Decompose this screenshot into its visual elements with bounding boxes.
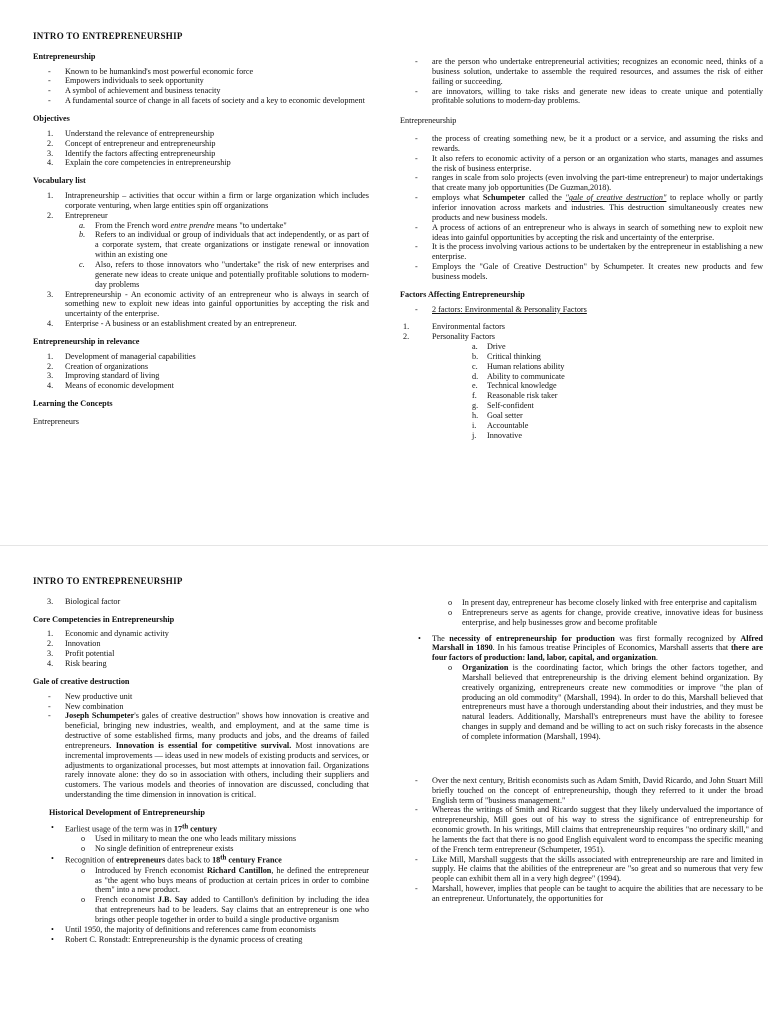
entrepreneurship-definition-list (400, 134, 763, 282)
list-item: • Recognition of entrepreneurs dates back to 18th century France (51, 854, 282, 865)
list-item: o In present day, entrepreneur has become closely linked with free enterprise and capitalism (448, 598, 757, 607)
list-item: 4. Risk bearing (47, 659, 107, 669)
relevance-list (33, 352, 369, 391)
list-item: 1. Understand the relevance of entrepreneurship (47, 128, 215, 138)
section-heading-vocabulary: Vocabulary list (33, 176, 86, 186)
list-item: i. Accountable (472, 420, 529, 430)
list-item: 1. Intrapreneurship – activities that occur within a firm or large organization which includes corporate venturing, when large entities spin off organizations (47, 191, 369, 210)
section-heading-gale: Gale of creative destruction (33, 676, 130, 686)
list-item: - ranges in scale from solo projects (even involving the part-time entrepreneur) to major undertakings that create many job opportunities (De Guzman,2018). (415, 173, 763, 193)
list-item: - are innovators, willing to take risks and generate new ideas to create unique and potentially profitable solutions to modern-day problems. (415, 86, 763, 106)
list-item: - Over the next century, British economists such as Adam Smith, David Ricardo, and John Stuart Mill briefly touched on the concept of entrepreneurship, though they referred to it under the broad English term of "business management." (415, 775, 763, 805)
gale-list (33, 692, 369, 800)
list-item: - It also refers to economic activity of a person or an organization who starts, manages and assumes the risk of business enterprise. (415, 153, 763, 173)
present-day-list (400, 598, 763, 628)
entrepreneurship-list (33, 67, 369, 106)
list-item: o Introduced by French economist Richard Cantillon, he defined the entrepreneur as "the agent who buys means of production at certain prices in order to combine them" into a new product. (81, 865, 369, 895)
list-item: b. Critical thinking (472, 351, 541, 361)
personality-factors-list (400, 342, 763, 440)
list-item: 3. Improving standard of living (47, 371, 160, 381)
list-item: o French economist J.B. Say added to Cantillon's definition by including the idea that entrepreneurs had to be leaders. Say claims that an entrepreneur is one who brings other people together in order to build a single productive organism (81, 895, 369, 924)
list-item: b. Refers to an individual or group of individuals that act independently, or as part of a corporate system, that create organizations or instigate renewal or innovation within an existing one (79, 230, 369, 260)
page2-left-column (33, 576, 369, 950)
list-item: 2. Personality Factors (403, 332, 495, 342)
list-item: • The necessity of entrepreneurship for production was first formally recognized by Alfred Marshall in 1890. In his famous treatise Principles of Economics, Marshall asserts that there are four factors of production: land, labor, capital, and organization. (418, 633, 764, 663)
list-item: - New combination (48, 701, 124, 711)
vocabulary-list (33, 191, 369, 329)
list-item: 2. Entrepreneur (47, 210, 108, 220)
later-economists-list (400, 776, 763, 904)
section-heading-factors: Factors Affecting Entrepreneurship (400, 289, 525, 299)
list-item: o Entrepreneurs serve as agents for change, provide creative, innovative ideas for business enterprise, and help businesses grow and become profitable (448, 607, 763, 627)
section-heading-core-competencies: Core Competencies in Entrepreneurship (33, 614, 175, 624)
list-item: f. Reasonable risk taker (472, 391, 558, 401)
factors-list (400, 322, 763, 342)
marshall-list (400, 634, 763, 742)
list-item: - Empowers individuals to seek opportunity (48, 76, 204, 86)
list-item: 1. Development of managerial capabilities (47, 351, 196, 361)
objectives-list (33, 129, 369, 168)
list-item: - Marshall, however, implies that people can be taught to acquire the abilities that are necessary to be an entrepreneur. Unfortunately, the opportunities for (415, 884, 763, 903)
document-title: INTRO TO ENTREPRENEURSHIP (33, 576, 183, 586)
core-competencies-list (33, 629, 369, 668)
page2-right-column (400, 598, 763, 910)
list-item: - Known to be humankind's most powerful economic force (48, 66, 254, 76)
list-item: - A process of actions of an entrepreneur who is always in search of something new to exploit new ideas into gainful opportunities by accepting the risk and uncertainty of the enterprise. (415, 222, 763, 242)
list-item: - 2 factors: Environmental & Personality Factors (415, 304, 587, 314)
biological-list (33, 597, 369, 607)
list-item: - It is the process involving various actions to be undertaken by the entrepreneur in establishing a new enterprise. (415, 242, 763, 262)
list-item: 2. Creation of organizations (47, 361, 149, 371)
list-item: e. Technical knowledge (472, 381, 557, 391)
list-item: 3. Profit potential (47, 649, 115, 659)
list-item: o Organization is the coordinating factor, which brings the other factors together, and Marshall believed that entrepreneurship is the driving element behind organization. By creatively organizing, entrepreneurs create new commodities or improve "the plan of producing an old commodity" (Marshall, 1994). In order to do this, Marshall believed that entrepreneurs must have a thorough understanding about their industries, and they must be natural leaders. Additionally, Marshall's entrepreneurs must have the ability to foresee changes in supply and demand and be willing to act on such risky forecasts in the absence of complete information (Marshall, 1994). (448, 663, 763, 741)
list-item: j. Innovative (472, 430, 523, 440)
list-item: g. Self-confident (472, 401, 534, 411)
document-title: INTRO TO ENTREPRENEURSHIP (33, 31, 183, 41)
list-item: 2. Concept of entrepreneur and entrepreneurship (47, 138, 216, 148)
document-page-2 (0, 545, 768, 1025)
list-item: a. From the French word entre prendre means "to undertake" (79, 220, 287, 230)
list-item: h. Goal setter (472, 411, 523, 420)
list-item: a. Drive (472, 342, 506, 352)
list-item: 2. Innovation (47, 639, 101, 649)
list-item: • Earliest usage of the term was in 17th century (51, 822, 218, 834)
list-item: • Until 1950, the majority of definitions and references came from economists (51, 924, 316, 934)
page1-left-column (33, 31, 369, 431)
list-item: - the process of creating something new, be it a product or a service, and assuming the risks and rewards. (415, 134, 763, 153)
list-item: - New productive unit (48, 691, 133, 701)
list-item: 4. Explain the core competencies in entrepreneurship (47, 158, 231, 168)
section-heading-history: Historical Development of Entrepreneurship (49, 807, 205, 817)
list-item: 1. Economic and dynamic activity (47, 629, 169, 639)
entrepreneurship-label: Entrepreneurship (400, 116, 457, 126)
list-item: d. Ability to communicate (472, 371, 565, 381)
list-item: - A symbol of achievement and business tenacity (48, 86, 221, 96)
section-heading-entrepreneurship: Entrepreneurship (33, 51, 96, 61)
list-item: - are the person who undertake entrepreneurial activities; recognizes an economic need, thinks of a business solution, undertake to assemble the required resources, and assumes the risk of either failing or succeeding. (415, 57, 763, 86)
entrepreneurs-label: Entrepreneurs (33, 416, 79, 426)
list-item: 3. Biological factor (47, 596, 121, 606)
list-item: 1. Environmental factors (403, 322, 505, 332)
list-item: 4. Enterprise - A business or an establishment created by an entrepreneur. (47, 319, 297, 329)
list-item: c. Also, refers to those innovators who "undertake" the risk of new enterprises and generate new ideas to create unique and potentially profitable solutions to modern-day problems (79, 259, 369, 289)
list-item: - A fundamental source of change in all facets of society and a key to economic development (48, 96, 365, 106)
list-item: - Joseph Schumpeter's gales of creative destruction" shows how innovation is creative and beneficial, bringing new industries, wealth, and employment, and at the same time is destructive of some established firms, many products and jobs, and the dreams of failed entrepreneurs. Innovation is essential for competitive survival. Most innovations are incremental improvements — ideas used in new models of existing products and services, or adjustments to organizational processes, but most attempts at innovation fail. Organizations rarely innovate alone: they do so in association with others, including their suppliers and customers. The various models and theories of innovation are discussed, concluding that understanding the time dimension in innovation is critical. (48, 711, 369, 800)
entrepreneurs-definition-list (400, 57, 763, 106)
list-item: c. Human relations ability (472, 361, 565, 371)
page1-right-column (400, 57, 763, 447)
section-heading-learning: Learning the Concepts (33, 399, 113, 409)
list-item: o Used in military to mean the one who leads military missions (81, 834, 297, 844)
list-item: - Whereas the writings of Smith and Ricardo suggest that they likely undervalued the importance of entrepreneurship, Mill goes out of his way to stress the significance of entrepreneurship for economic growth. In his writings, Mill claims that entrepreneurship requires "no ordinary skill," and he laments the fact that there is no good English equivalent word to encompass the specific meaning of the French term entrepreneur (Schumpeter, 1951). (415, 805, 763, 854)
history-list (33, 823, 369, 945)
list-item: • Robert C. Ronstadt: Entrepreneurship is the dynamic process of creating (51, 934, 303, 944)
list-item: 3. Entrepreneurship - An economic activity of an entrepreneur who is always in search of something new to exploit new ideas into gainful opportunities by accepting the risk and uncertainty of the enterprise. (47, 289, 369, 319)
section-heading-relevance: Entrepreneurship in relevance (33, 336, 140, 346)
list-item: o No single definition of entrepreneur exists (81, 844, 234, 854)
section-heading-objectives: Objectives (33, 114, 70, 124)
list-item: 4. Means of economic development (47, 381, 174, 391)
list-item: - employs what Schumpeter called the "gale of creative destruction" to replace wholly or partly inferior innovation across markets and industries. This destruction simultaneously creates new products and new business models. (415, 193, 763, 222)
list-item: - Employs the "Gale of Creative Destruction" by Schumpeter. It creates new products and few business models. (415, 262, 763, 281)
list-item: - Like Mill, Marshall suggests that the skills associated with entrepreneurship are rare and limited in supply. He claims that the abilities of the entrepreneur are "so great and so numerous that very few people can exhibit them all in a very high degree" (1994). (415, 854, 763, 884)
two-factors-list (400, 305, 763, 315)
list-item: 3. Identify the factors affecting entrepreneurship (47, 148, 216, 158)
